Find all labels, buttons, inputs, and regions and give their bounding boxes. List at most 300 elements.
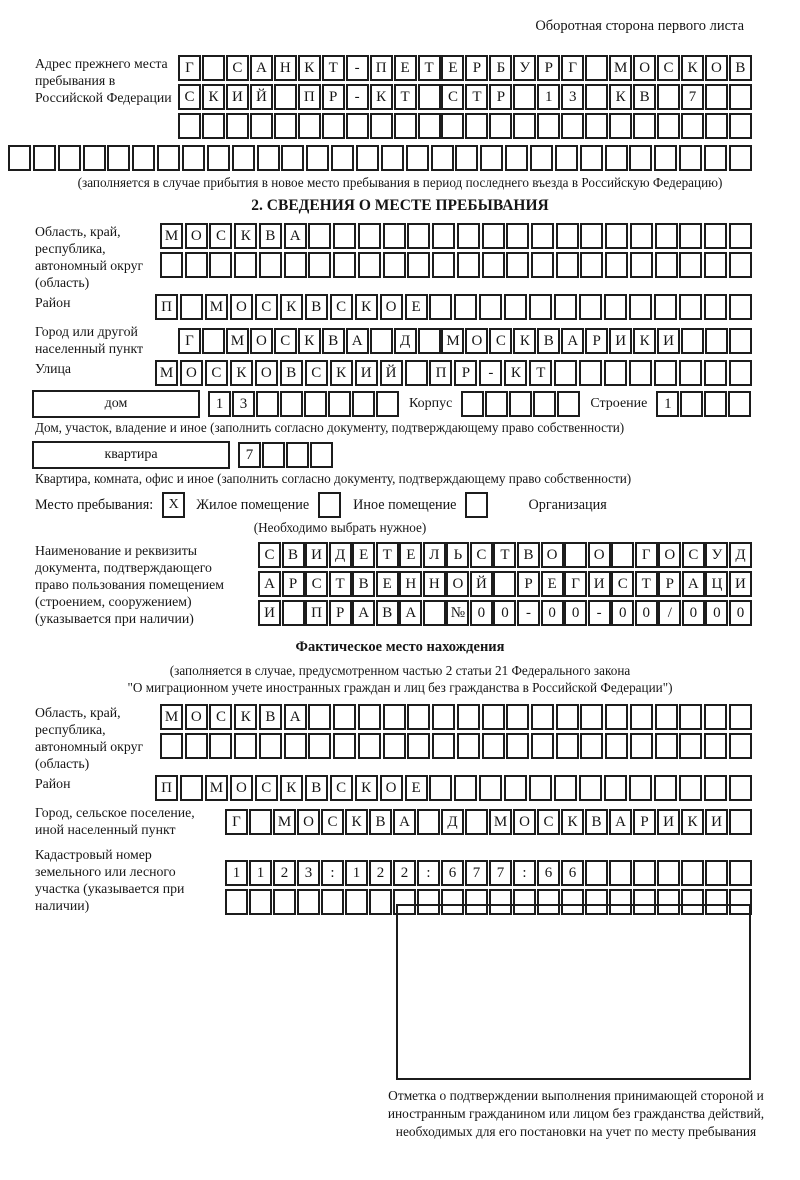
char-box[interactable]: С [489, 328, 512, 354]
char-box[interactable]: Р [633, 809, 656, 835]
char-box[interactable]: С [330, 294, 353, 320]
char-box[interactable] [729, 775, 752, 801]
char-box[interactable]: В [282, 542, 305, 568]
char-box[interactable] [529, 775, 552, 801]
char-box[interactable]: Б [489, 55, 512, 81]
char-box[interactable]: 6 [537, 860, 560, 886]
char-box[interactable]: : [513, 860, 536, 886]
char-box[interactable] [704, 360, 727, 386]
char-box[interactable]: А [284, 223, 307, 249]
char-box[interactable]: У [513, 55, 536, 81]
char-box[interactable] [556, 252, 579, 278]
char-box[interactable] [531, 704, 554, 730]
char-box[interactable] [704, 252, 727, 278]
char-box[interactable]: О [180, 360, 203, 386]
char-box[interactable]: / [658, 600, 681, 626]
char-box[interactable]: Т [529, 360, 552, 386]
char-box[interactable]: К [355, 775, 378, 801]
char-box[interactable] [209, 252, 232, 278]
char-box[interactable]: Р [329, 600, 352, 626]
char-box[interactable] [482, 704, 505, 730]
char-box[interactable]: Р [282, 571, 305, 597]
char-box[interactable] [531, 223, 554, 249]
char-box[interactable] [485, 391, 508, 417]
char-box[interactable] [431, 145, 454, 171]
char-box[interactable]: В [259, 223, 282, 249]
char-box[interactable] [630, 733, 653, 759]
char-box[interactable] [180, 294, 203, 320]
char-box[interactable] [580, 704, 603, 730]
char-box[interactable]: А [561, 328, 584, 354]
char-box[interactable] [358, 223, 381, 249]
char-box[interactable]: 6 [561, 860, 584, 886]
char-box[interactable] [555, 145, 578, 171]
char-box[interactable] [704, 223, 727, 249]
char-box[interactable]: С [305, 571, 328, 597]
char-box[interactable]: С [255, 294, 278, 320]
char-box[interactable] [370, 328, 393, 354]
char-box[interactable]: В [369, 809, 392, 835]
char-box[interactable] [298, 113, 321, 139]
char-box[interactable]: 0 [541, 600, 564, 626]
char-box[interactable]: Р [489, 84, 512, 110]
char-box[interactable] [441, 113, 464, 139]
char-box[interactable]: К [202, 84, 225, 110]
char-box[interactable] [358, 704, 381, 730]
char-box[interactable]: Л [423, 542, 446, 568]
char-box[interactable]: Т [465, 84, 488, 110]
char-box[interactable]: Р [585, 328, 608, 354]
char-box[interactable]: О [588, 542, 611, 568]
char-box[interactable] [704, 733, 727, 759]
char-box[interactable] [605, 145, 628, 171]
char-box[interactable] [333, 252, 356, 278]
dom-named-box[interactable]: дом [32, 390, 200, 418]
char-box[interactable] [654, 360, 677, 386]
char-box[interactable]: О [513, 809, 536, 835]
char-box[interactable] [457, 223, 480, 249]
char-box[interactable]: П [429, 360, 452, 386]
char-box[interactable]: В [376, 600, 399, 626]
char-box[interactable] [381, 145, 404, 171]
char-box[interactable]: 7 [489, 860, 512, 886]
char-box[interactable]: 0 [682, 600, 705, 626]
char-box[interactable]: В [305, 775, 328, 801]
char-box[interactable]: К [234, 704, 257, 730]
char-box[interactable] [178, 113, 201, 139]
char-box[interactable] [352, 391, 375, 417]
char-box[interactable]: Г [561, 55, 584, 81]
char-box[interactable] [704, 294, 727, 320]
char-box[interactable] [729, 860, 752, 886]
char-box[interactable] [202, 328, 225, 354]
char-box[interactable]: Т [493, 542, 516, 568]
char-box[interactable]: К [330, 360, 353, 386]
char-box[interactable]: П [298, 84, 321, 110]
char-box[interactable] [605, 704, 628, 730]
char-box[interactable] [604, 775, 627, 801]
char-box[interactable]: 0 [493, 600, 516, 626]
char-box[interactable] [308, 252, 331, 278]
char-box[interactable] [554, 775, 577, 801]
char-box[interactable]: О [446, 571, 469, 597]
char-box[interactable]: Г [178, 328, 201, 354]
char-box[interactable]: С [321, 809, 344, 835]
char-box[interactable] [630, 252, 653, 278]
char-box[interactable] [280, 391, 303, 417]
char-box[interactable]: И [226, 84, 249, 110]
char-box[interactable] [418, 328, 441, 354]
char-box[interactable]: В [537, 328, 560, 354]
char-box[interactable]: К [681, 809, 704, 835]
char-box[interactable] [630, 704, 653, 730]
char-box[interactable] [331, 145, 354, 171]
char-box[interactable] [306, 145, 329, 171]
char-box[interactable] [370, 113, 393, 139]
char-box[interactable] [284, 733, 307, 759]
checkbox-organization[interactable] [465, 492, 488, 518]
char-box[interactable]: 1 [345, 860, 368, 886]
char-box[interactable] [226, 113, 249, 139]
char-box[interactable]: О [380, 775, 403, 801]
char-box[interactable]: К [355, 294, 378, 320]
char-box[interactable] [679, 360, 702, 386]
char-box[interactable] [457, 733, 480, 759]
char-box[interactable] [729, 294, 752, 320]
char-box[interactable]: 0 [705, 600, 728, 626]
char-box[interactable]: 0 [635, 600, 658, 626]
char-box[interactable]: С [209, 704, 232, 730]
char-box[interactable] [286, 442, 309, 468]
char-box[interactable] [257, 145, 280, 171]
char-box[interactable] [629, 775, 652, 801]
char-box[interactable]: О [658, 542, 681, 568]
char-box[interactable] [655, 704, 678, 730]
char-box[interactable] [611, 542, 634, 568]
char-box[interactable] [729, 252, 752, 278]
char-box[interactable]: У [705, 542, 728, 568]
char-box[interactable] [328, 391, 351, 417]
char-box[interactable] [657, 84, 680, 110]
char-box[interactable]: С [274, 328, 297, 354]
char-box[interactable]: И [609, 328, 632, 354]
char-box[interactable] [679, 733, 702, 759]
char-box[interactable] [580, 252, 603, 278]
char-box[interactable] [506, 252, 529, 278]
char-box[interactable] [202, 113, 225, 139]
char-box[interactable] [564, 542, 587, 568]
char-box[interactable] [356, 145, 379, 171]
char-box[interactable]: С [330, 775, 353, 801]
char-box[interactable]: Д [329, 542, 352, 568]
char-box[interactable]: 1 [225, 860, 248, 886]
char-box[interactable] [585, 55, 608, 81]
char-box[interactable] [250, 113, 273, 139]
char-box[interactable]: А [284, 704, 307, 730]
char-box[interactable] [729, 809, 752, 835]
char-box[interactable] [249, 809, 272, 835]
char-box[interactable] [333, 733, 356, 759]
char-box[interactable]: 0 [729, 600, 752, 626]
char-box[interactable]: А [399, 600, 422, 626]
char-box[interactable] [633, 860, 656, 886]
char-box[interactable]: О [255, 360, 278, 386]
char-box[interactable] [655, 733, 678, 759]
char-box[interactable] [513, 113, 536, 139]
char-box[interactable]: Т [376, 542, 399, 568]
char-box[interactable] [705, 113, 728, 139]
char-box[interactable] [8, 145, 31, 171]
char-box[interactable]: Д [729, 542, 752, 568]
char-box[interactable]: Й [380, 360, 403, 386]
char-box[interactable]: В [633, 84, 656, 110]
char-box[interactable] [537, 113, 560, 139]
char-box[interactable] [705, 860, 728, 886]
char-box[interactable]: Р [517, 571, 540, 597]
char-box[interactable] [556, 704, 579, 730]
char-box[interactable]: - [479, 360, 502, 386]
char-box[interactable]: К [633, 328, 656, 354]
char-box[interactable] [630, 223, 653, 249]
char-box[interactable] [585, 860, 608, 886]
char-box[interactable]: О [541, 542, 564, 568]
char-box[interactable]: К [504, 360, 527, 386]
char-box[interactable] [506, 223, 529, 249]
char-box[interactable] [417, 809, 440, 835]
char-box[interactable] [531, 252, 554, 278]
char-box[interactable] [482, 223, 505, 249]
char-box[interactable] [704, 391, 727, 417]
char-box[interactable]: А [393, 809, 416, 835]
char-box[interactable] [461, 391, 484, 417]
char-box[interactable]: М [441, 328, 464, 354]
char-box[interactable] [531, 733, 554, 759]
char-box[interactable] [383, 223, 406, 249]
char-box[interactable] [679, 704, 702, 730]
char-box[interactable]: А [250, 55, 273, 81]
char-box[interactable] [234, 252, 257, 278]
char-box[interactable] [654, 294, 677, 320]
char-box[interactable]: Г [635, 542, 658, 568]
char-box[interactable]: С [537, 809, 560, 835]
char-box[interactable] [681, 328, 704, 354]
char-box[interactable]: А [609, 809, 632, 835]
char-box[interactable] [509, 391, 532, 417]
char-box[interactable] [729, 84, 752, 110]
char-box[interactable]: К [681, 55, 704, 81]
char-box[interactable]: И [588, 571, 611, 597]
char-box[interactable] [529, 294, 552, 320]
char-box[interactable]: Е [405, 775, 428, 801]
char-box[interactable]: О [250, 328, 273, 354]
char-box[interactable]: 2 [393, 860, 416, 886]
char-box[interactable] [182, 145, 205, 171]
char-box[interactable] [556, 733, 579, 759]
char-box[interactable]: М [160, 223, 183, 249]
char-box[interactable]: Г [178, 55, 201, 81]
char-box[interactable]: В [352, 571, 375, 597]
char-box[interactable]: С [305, 360, 328, 386]
char-box[interactable] [232, 145, 255, 171]
char-box[interactable]: В [729, 55, 752, 81]
char-box[interactable]: 0 [564, 600, 587, 626]
char-box[interactable] [259, 733, 282, 759]
char-box[interactable]: К [298, 55, 321, 81]
char-box[interactable]: И [705, 809, 728, 835]
char-box[interactable]: М [273, 809, 296, 835]
char-box[interactable]: - [346, 55, 369, 81]
char-box[interactable] [506, 733, 529, 759]
char-box[interactable] [609, 113, 632, 139]
char-box[interactable] [585, 113, 608, 139]
char-box[interactable] [605, 733, 628, 759]
char-box[interactable]: Т [322, 55, 345, 81]
char-box[interactable]: Т [394, 84, 417, 110]
char-box[interactable]: Е [441, 55, 464, 81]
char-box[interactable] [282, 600, 305, 626]
char-box[interactable] [160, 252, 183, 278]
char-box[interactable]: - [517, 600, 540, 626]
char-box[interactable] [604, 360, 627, 386]
char-box[interactable]: М [205, 294, 228, 320]
char-box[interactable] [679, 223, 702, 249]
char-box[interactable]: С [178, 84, 201, 110]
char-box[interactable] [681, 860, 704, 886]
char-box[interactable]: 1 [656, 391, 679, 417]
char-box[interactable] [406, 145, 429, 171]
char-box[interactable]: О [297, 809, 320, 835]
char-box[interactable] [609, 860, 632, 886]
char-box[interactable] [654, 145, 677, 171]
char-box[interactable] [579, 775, 602, 801]
char-box[interactable]: С [611, 571, 634, 597]
char-box[interactable] [729, 704, 752, 730]
char-box[interactable]: Н [274, 55, 297, 81]
char-box[interactable] [505, 145, 528, 171]
char-box[interactable] [383, 733, 406, 759]
char-box[interactable]: 3 [297, 860, 320, 886]
char-box[interactable] [680, 391, 703, 417]
char-box[interactable] [704, 775, 727, 801]
char-box[interactable] [157, 145, 180, 171]
char-box[interactable]: М [489, 809, 512, 835]
char-box[interactable]: М [205, 775, 228, 801]
char-box[interactable] [704, 704, 727, 730]
char-box[interactable] [457, 704, 480, 730]
char-box[interactable]: Ц [705, 571, 728, 597]
char-box[interactable]: О [185, 704, 208, 730]
char-box[interactable] [657, 113, 680, 139]
char-box[interactable]: М [155, 360, 178, 386]
char-box[interactable]: 3 [561, 84, 584, 110]
char-box[interactable]: И [657, 328, 680, 354]
char-box[interactable] [132, 145, 155, 171]
char-box[interactable]: Е [376, 571, 399, 597]
char-box[interactable]: В [322, 328, 345, 354]
char-box[interactable]: М [226, 328, 249, 354]
char-box[interactable] [346, 113, 369, 139]
char-box[interactable] [256, 391, 279, 417]
char-box[interactable] [333, 223, 356, 249]
char-box[interactable]: О [230, 294, 253, 320]
char-box[interactable] [479, 775, 502, 801]
char-box[interactable]: О [705, 55, 728, 81]
char-box[interactable] [679, 145, 702, 171]
char-box[interactable]: В [517, 542, 540, 568]
char-box[interactable] [432, 252, 455, 278]
char-box[interactable] [729, 145, 752, 171]
char-box[interactable] [107, 145, 130, 171]
char-box[interactable]: 2 [369, 860, 392, 886]
char-box[interactable] [418, 113, 441, 139]
char-box[interactable] [681, 113, 704, 139]
char-box[interactable]: С [209, 223, 232, 249]
char-box[interactable] [284, 252, 307, 278]
char-box[interactable] [554, 360, 577, 386]
char-box[interactable] [407, 733, 430, 759]
char-box[interactable]: 1 [249, 860, 272, 886]
char-box[interactable]: Е [394, 55, 417, 81]
char-box[interactable] [429, 775, 452, 801]
char-box[interactable]: В [280, 360, 303, 386]
char-box[interactable]: К [513, 328, 536, 354]
char-box[interactable]: Е [352, 542, 375, 568]
char-box[interactable]: 6 [441, 860, 464, 886]
char-box[interactable]: К [298, 328, 321, 354]
char-box[interactable] [454, 294, 477, 320]
char-box[interactable] [554, 294, 577, 320]
checkbox-residential[interactable]: X [162, 492, 185, 518]
char-box[interactable]: Г [225, 809, 248, 835]
char-box[interactable]: 0 [611, 600, 634, 626]
char-box[interactable] [705, 84, 728, 110]
char-box[interactable]: П [305, 600, 328, 626]
char-box[interactable]: Й [250, 84, 273, 110]
char-box[interactable]: - [346, 84, 369, 110]
char-box[interactable] [633, 113, 656, 139]
char-box[interactable] [729, 733, 752, 759]
char-box[interactable]: 0 [470, 600, 493, 626]
char-box[interactable] [579, 360, 602, 386]
char-box[interactable]: С [657, 55, 680, 81]
char-box[interactable] [506, 704, 529, 730]
char-box[interactable] [185, 252, 208, 278]
char-box[interactable] [655, 252, 678, 278]
char-box[interactable] [58, 145, 81, 171]
char-box[interactable] [160, 733, 183, 759]
char-box[interactable]: С [682, 542, 705, 568]
char-box[interactable]: К [230, 360, 253, 386]
char-box[interactable]: К [234, 223, 257, 249]
char-box[interactable] [629, 360, 652, 386]
char-box[interactable] [405, 360, 428, 386]
char-box[interactable]: И [258, 600, 281, 626]
char-box[interactable] [489, 113, 512, 139]
char-box[interactable]: Р [322, 84, 345, 110]
char-box[interactable]: Ь [446, 542, 469, 568]
char-box[interactable] [482, 733, 505, 759]
char-box[interactable]: Н [423, 571, 446, 597]
char-box[interactable]: Д [394, 328, 417, 354]
char-box[interactable] [274, 84, 297, 110]
char-box[interactable] [728, 391, 751, 417]
char-box[interactable]: С [258, 542, 281, 568]
char-box[interactable]: С [205, 360, 228, 386]
char-box[interactable] [259, 252, 282, 278]
char-box[interactable] [333, 704, 356, 730]
char-box[interactable] [281, 145, 304, 171]
char-box[interactable]: Т [635, 571, 658, 597]
